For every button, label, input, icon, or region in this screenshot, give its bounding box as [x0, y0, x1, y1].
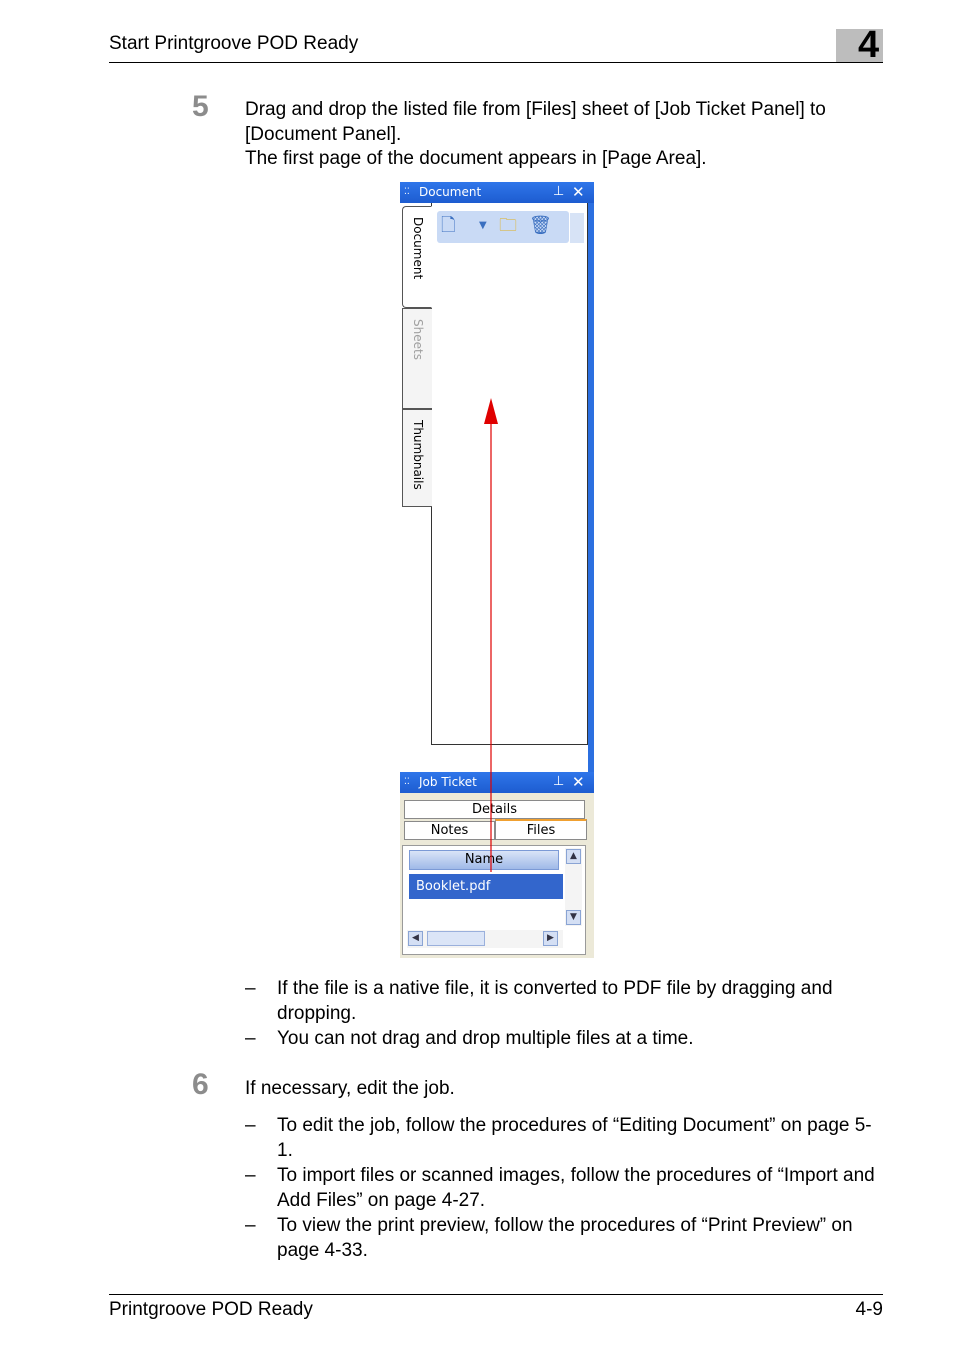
job-ticket-title: Job Ticket	[419, 775, 477, 789]
footer-rule	[109, 1294, 883, 1295]
trash-icon[interactable]: 🗑	[529, 215, 552, 236]
new-document-icon[interactable]: 🗋	[441, 215, 456, 236]
footer-title: Printgroove POD Ready	[109, 1299, 313, 1320]
page-number: 4-9	[855, 1299, 883, 1320]
bullet-dash: –	[245, 1028, 256, 1049]
bullet-text: If the file is a native file, it is converted to PDF file by dragging and dropping.	[277, 978, 833, 1024]
scroll-right-icon[interactable]: ▶	[543, 931, 558, 946]
pin-icon[interactable]: ⊥	[553, 184, 565, 199]
header-rule	[109, 62, 883, 63]
tab-notes[interactable]: Notes	[404, 821, 495, 840]
step-6-number: 6	[192, 1068, 209, 1101]
bullet-text: To view the print preview, follow the procedures of “Print Preview” on page 4-33.	[277, 1215, 853, 1261]
bullet-dash: –	[245, 1215, 256, 1236]
step-5-result: The first page of the document appears in [Page Area].	[245, 148, 707, 169]
drag-arrow-icon	[400, 182, 594, 958]
scroll-up-icon[interactable]: ▲	[566, 849, 581, 864]
tab-document-label: Document	[411, 217, 425, 280]
panel-screenshot	[400, 182, 594, 958]
close-icon[interactable]: ✕	[572, 183, 585, 201]
bullet-dash: –	[245, 1115, 256, 1136]
step-6-instruction: If necessary, edit the job.	[245, 1078, 455, 1099]
running-header: Start Printgroove POD Ready	[109, 33, 359, 54]
tab-sheets-label: Sheets	[411, 319, 425, 360]
chevron-down-icon[interactable]: ▼	[479, 220, 487, 231]
column-header-name[interactable]: Name	[409, 850, 559, 870]
scroll-down-icon[interactable]: ▼	[566, 910, 581, 925]
bullet-dash: –	[245, 1165, 256, 1186]
step-5-number: 5	[192, 90, 209, 123]
step-5-instruction: Drag and drop the listed file from [Files] sheet of [Job Ticket Panel] to [Document Panel].	[245, 99, 826, 145]
bullet-text: To import files or scanned images, follow the procedures of “Import and Add Files” on page 4-27.	[277, 1165, 875, 1211]
add-folder-icon[interactable]: 🗀	[499, 215, 517, 236]
pin-icon[interactable]: ⊥	[553, 774, 565, 789]
tab-files[interactable]: Files	[495, 819, 587, 840]
close-icon[interactable]: ✕	[572, 773, 585, 791]
bullet-dash: –	[245, 978, 256, 999]
tab-thumbnails-label: Thumbnails	[411, 420, 425, 490]
chapter-number: 4	[858, 24, 880, 66]
scroll-left-icon[interactable]: ◀	[408, 931, 423, 946]
bullet-text: To edit the job, follow the procedures of “Editing Document” on page 5-1.	[277, 1115, 872, 1161]
bullet-text: You can not drag and drop multiple files at a time.	[277, 1028, 694, 1049]
document-panel-title: Document	[419, 185, 482, 199]
list-item[interactable]: Booklet.pdf	[409, 874, 563, 899]
tab-details[interactable]: Details	[404, 800, 585, 819]
grip-icon: ⁚⁚	[404, 187, 410, 197]
grip-icon: ⁚⁚	[404, 777, 410, 787]
